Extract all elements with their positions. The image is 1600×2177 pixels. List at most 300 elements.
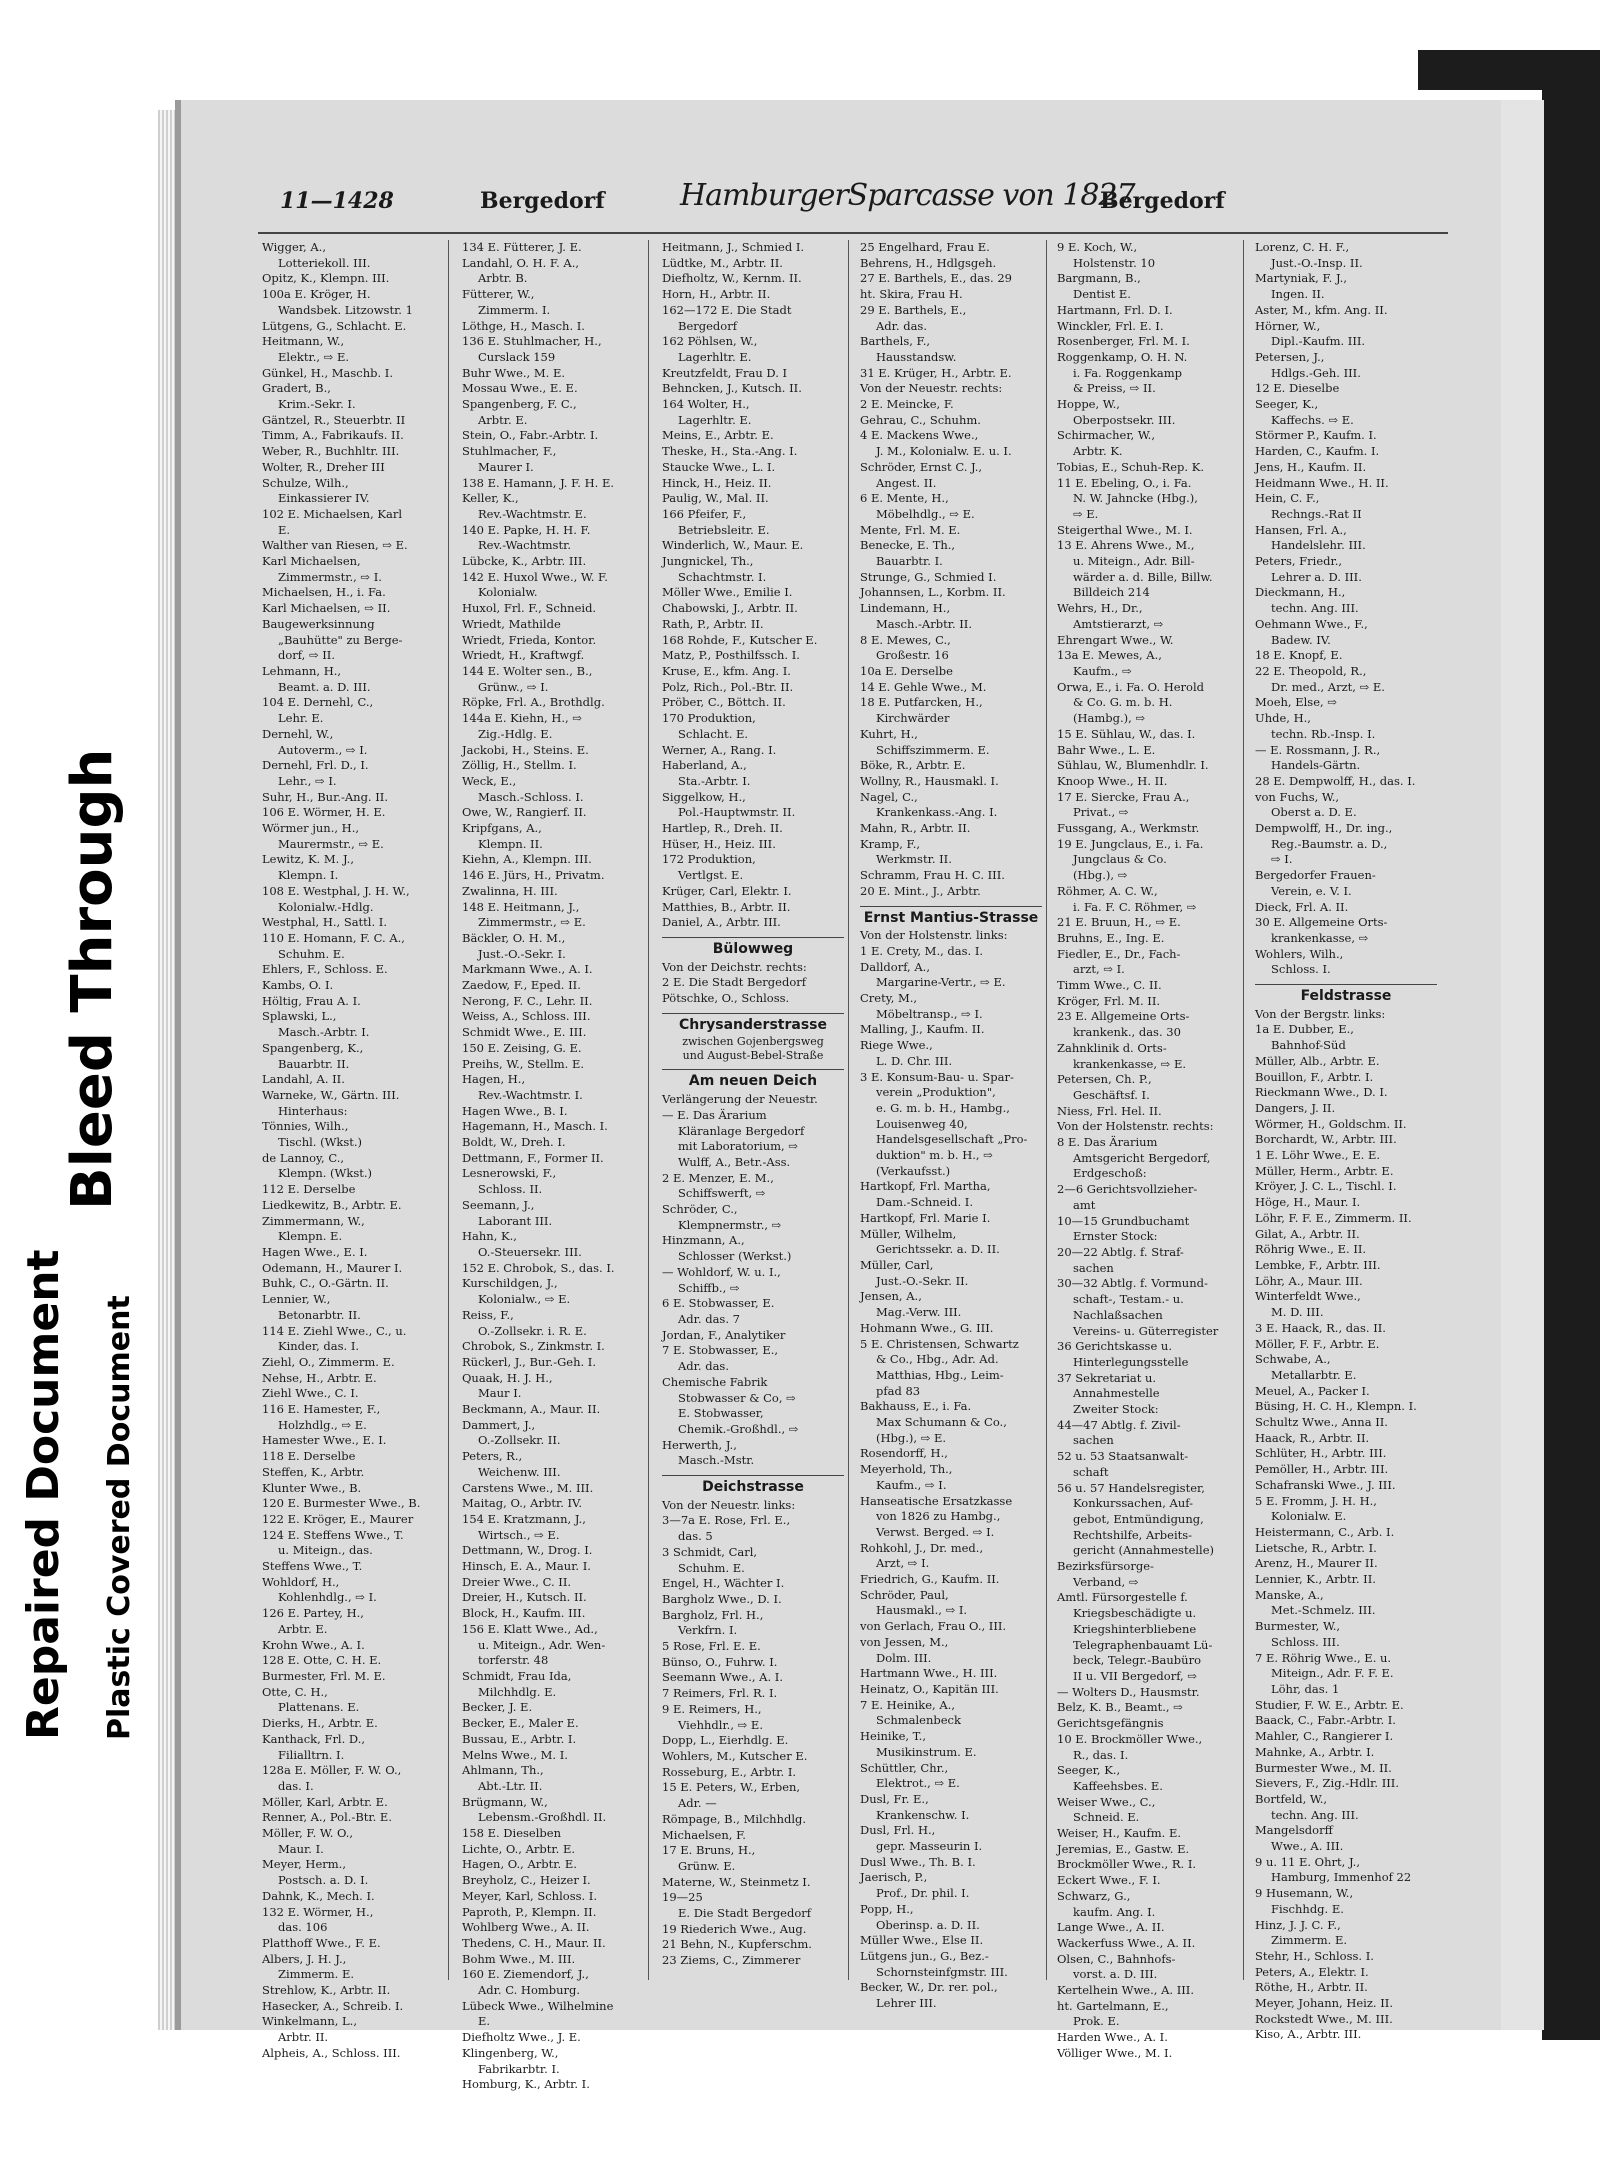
directory-entry: E. Die Stadt Bergedorf	[678, 1906, 812, 1921]
directory-entry: Hinck, H., Heiz. II.	[662, 475, 772, 490]
directory-entry: Kinder, das. I.	[278, 1339, 360, 1354]
directory-entry: Völliger Wwe., M. I.	[1057, 2045, 1173, 2060]
directory-entry: Karl Michaelsen, ⇨ II.	[262, 601, 391, 616]
directory-entry: Siggelkow, H.,	[662, 789, 746, 804]
directory-entry: Eckert Wwe., F. I.	[1057, 1873, 1161, 1888]
directory-entry: Elektr., ⇨ E.	[278, 349, 350, 364]
directory-entry: Jensen, A.,	[860, 1289, 922, 1304]
directory-entry: Strunge, G., Schmied I.	[860, 569, 997, 584]
directory-entry: & Co. G. m. b. H.	[1073, 695, 1173, 710]
directory-entry: Hagen, H.,	[462, 1072, 526, 1087]
directory-entry: kaufm. Ang. I.	[1073, 1904, 1156, 1919]
directory-columns	[262, 240, 1452, 2092]
directory-entry: Roggenkamp, O. H. N.	[1057, 349, 1188, 364]
directory-entry: Bargholz Wwe., D. I.	[662, 1591, 782, 1606]
left-running-title: Bergedorf	[480, 188, 605, 214]
directory-entry: „Bauhütte" zu Berge-	[278, 632, 403, 647]
directory-entry: Möbelhdlg., ⇨ E.	[876, 506, 975, 521]
directory-entry: Röhrig Wwe., E. II.	[1255, 1242, 1367, 1257]
directory-entry: Pol.-Hauptwmstr. II.	[678, 805, 796, 820]
directory-entry: Mahler, C., Rangierer I.	[1255, 1729, 1394, 1744]
directory-entry: 17 E. Siercke, Frau A.,	[1057, 789, 1190, 804]
directory-entry: Timm Wwe., C. II.	[1057, 978, 1162, 993]
directory-entry: Engel, H., Wächter I.	[662, 1576, 785, 1591]
directory-entry: ht. Skira, Frau H.	[860, 287, 963, 302]
directory-entry: Löhr, das. 1	[1271, 1681, 1340, 1696]
directory-entry: Kröyer, J. C. L., Tischl. I.	[1255, 1179, 1397, 1194]
directory-entry: Dentist E.	[1073, 287, 1131, 302]
directory-entry: Oberinsp. a. D. II.	[876, 1917, 980, 1932]
directory-entry: Studier, F. W. E., Arbtr. E.	[1255, 1697, 1404, 1712]
directory-entry: krankenk., das. 30	[1073, 1025, 1181, 1040]
directory-entry: Petersen, J.,	[1255, 349, 1325, 364]
directory-entry: von Fuchs, W.,	[1255, 789, 1340, 804]
directory-entry: Dammert, J.,	[462, 1417, 536, 1432]
directory-entry: Nachlaßsachen	[1073, 1307, 1163, 1322]
directory-entry: Dernehl, Frl. D., I.	[262, 758, 369, 773]
directory-entry: 106 E. Wörmer, H. E.	[262, 805, 386, 820]
directory-entry: Baack, C., Fabr.-Arbtr. I.	[1255, 1713, 1396, 1728]
directory-entry: Schirmacher, W.,	[1057, 428, 1155, 443]
directory-entry: Krüger, Carl, Elektr. I.	[662, 883, 792, 898]
directory-entry: 11 E. Ebeling, O., i. Fa.	[1057, 475, 1192, 490]
directory-entry: Handels-Gärtn.	[1271, 758, 1361, 773]
directory-entry: 29 E. Barthels, E.,	[860, 302, 967, 317]
directory-entry: Lüdtke, M., Arbtr. II.	[662, 255, 783, 270]
directory-entry: Curslack 159	[478, 349, 556, 364]
directory-entry: Tönnies, Wilh.,	[262, 1119, 349, 1134]
directory-entry: 20—22 Abtlg. f. Straf-	[1057, 1245, 1184, 1259]
directory-entry: Tobias, E., Schuh-Rep. K.	[1057, 459, 1204, 474]
directory-entry: Schröder, Ernst C. J.,	[860, 459, 983, 474]
directory-entry: Arbtr. E.	[478, 412, 528, 427]
directory-entry: Kripfgans, A.,	[462, 821, 542, 836]
directory-entry: Miteign., Adr. F. F. E.	[1271, 1666, 1394, 1681]
directory-entry: Winderlich, W., Maur. E.	[662, 538, 804, 553]
directory-entry: Klempn. E.	[278, 1229, 343, 1244]
directory-entry: Schmidt, Frau Ida,	[462, 1668, 572, 1683]
directory-entry: 9 Husemann, W.,	[1255, 1886, 1354, 1901]
directory-entry: Schwabe, A.,	[1255, 1352, 1331, 1367]
directory-entry: Carstens Wwe., M. III.	[462, 1480, 594, 1495]
directory-entry: Lehr., ⇨ I.	[278, 773, 337, 788]
directory-entry: Wohlers, M., Kutscher E.	[662, 1748, 808, 1763]
directory-entry: Milchhdlg. E.	[478, 1684, 557, 1699]
directory-entry: 3 Schmidt, Carl,	[662, 1544, 758, 1559]
directory-entry: 132 E. Wörmer, H.,	[262, 1904, 374, 1919]
directory-entry: Martyniak, F. J.,	[1255, 271, 1347, 286]
street-subheading: zwischen Gojenbergsweg	[682, 1035, 824, 1049]
directory-entry: Lagerhltr. E.	[678, 349, 752, 364]
directory-entry: Diefholtz Wwe., J. E.	[462, 2030, 581, 2045]
directory-entry: Winterfeldt Wwe.,	[1255, 1289, 1361, 1304]
directory-entry: Möller, Karl, Arbtr. E.	[262, 1794, 388, 1809]
directory-entry: Winkelmann, L.,	[262, 2014, 357, 2029]
directory-entry: 124 E. Steffens Wwe., T.	[262, 1527, 404, 1542]
directory-entry: Fischhdg. E.	[1271, 1901, 1344, 1916]
directory-entry: Aster, M., kfm. Ang. II.	[1255, 302, 1388, 317]
directory-entry: Baugewerksinnung	[262, 616, 375, 631]
directory-entry: O.-Steuersekr. III.	[478, 1245, 582, 1259]
directory-entry: Schröder, C.,	[662, 1202, 738, 1217]
directory-entry: Musikinstrum. E.	[876, 1744, 977, 1759]
directory-entry: Landahl, A. II.	[262, 1072, 345, 1087]
directory-entry: das. I.	[278, 1778, 314, 1793]
directory-entry: Meins, E., Arbtr. E.	[662, 428, 774, 443]
directory-entry: Von der Neuestr. links:	[662, 1497, 796, 1512]
directory-entry: 22 E. Theopold, R.,	[1255, 663, 1367, 678]
directory-entry: Arbtr. B.	[478, 271, 528, 286]
directory-entry: Steffen, K., Arbtr.	[262, 1464, 365, 1479]
directory-entry: Meuel, A., Packer I.	[1255, 1383, 1370, 1398]
directory-entry: 8 E. Mewes, C.,	[860, 632, 951, 647]
directory-entry: Kaffeehsbes. E.	[1073, 1778, 1163, 1793]
directory-entry: Pemöller, H., Arbtr. III.	[1255, 1462, 1389, 1477]
directory-entry: Becker, E., Maler E.	[462, 1716, 579, 1731]
directory-entry: Böke, R., Arbtr. E.	[860, 758, 966, 773]
header-rule	[258, 232, 1448, 234]
directory-entry: Angest. II.	[876, 475, 937, 490]
directory-entry: Verwst. Berged. ⇨ I.	[876, 1524, 995, 1539]
directory-entry: Lehr. E.	[278, 711, 324, 726]
directory-entry: Thedens, C. H., Maur. II.	[462, 1935, 606, 1950]
directory-entry: Crety, M.,	[860, 991, 918, 1006]
directory-entry: Masch.-Arbtr. I.	[278, 1025, 370, 1040]
directory-entry: 10—15 Grundbuchamt	[1057, 1213, 1190, 1228]
directory-entry: Amtsgericht Bergedorf,	[1073, 1150, 1211, 1165]
directory-entry: techn. Ang. III.	[1271, 601, 1359, 616]
directory-entry: 110 E. Homann, F. C. A.,	[262, 930, 405, 945]
directory-entry: Niess, Frl. Hel. II.	[1057, 1103, 1162, 1118]
directory-entry: Hörner, W.,	[1255, 318, 1321, 333]
directory-entry: Block, H., Kaufm. III.	[462, 1606, 586, 1621]
directory-entry: Schüttler, Chr.,	[860, 1760, 949, 1775]
directory-entry: Klempn. I.	[278, 868, 339, 883]
directory-entry: Lesnerowski, F.,	[462, 1166, 557, 1181]
directory-entry: Heinatz, O., Kapitän III.	[860, 1681, 999, 1696]
directory-entry: Beamt. a. D. III.	[278, 679, 371, 694]
directory-entry: Moeh, Else, ⇨	[1255, 695, 1337, 710]
directory-entry: gepr. Masseurin I.	[876, 1839, 983, 1854]
directory-entry: 172 Produktion,	[662, 852, 756, 867]
directory-entry: 28 E. Dempwolff, H., das. I.	[1255, 773, 1416, 788]
directory-entry: Schmalenbeck	[876, 1713, 961, 1728]
directory-entry: Schiffb., ⇨	[678, 1280, 740, 1295]
directory-entry: Rechtshilfe, Arbeits-	[1073, 1527, 1193, 1542]
directory-entry: 36 Gerichtskasse u.	[1057, 1339, 1172, 1354]
directory-entry: Matz, P., Posthilfssch. I.	[662, 648, 800, 663]
directory-entry: Badew. IV.	[1271, 632, 1331, 647]
directory-entry: Meyer, Karl, Schloss. I.	[462, 1888, 598, 1903]
directory-entry: 140 E. Papke, H. H. F.	[462, 522, 591, 537]
directory-entry: Handelsgesellschaft „Pro-	[876, 1132, 1028, 1147]
directory-entry: Telegraphenbauamt Lü-	[1073, 1637, 1213, 1652]
directory-entry: 2 E. Menzer, E. M.,	[662, 1170, 774, 1185]
directory-entry: Rockstedt Wwe., M. III.	[1255, 2011, 1393, 2026]
directory-entry: Dalldorf, A.,	[860, 959, 930, 974]
directory-entry: schaft	[1073, 1464, 1109, 1479]
directory-entry: Jungnickel, Th.,	[662, 554, 754, 569]
column-3	[662, 240, 849, 1980]
directory-entry: Schlüter, H., Arbtr. III.	[1255, 1446, 1387, 1461]
directory-entry: Viehhdlr., ⇨ E.	[678, 1717, 763, 1732]
directory-entry: Adr. C. Homburg.	[478, 1983, 581, 1998]
directory-entry: 120 E. Burmester Wwe., B.	[262, 1496, 421, 1511]
directory-entry: Plattenans. E.	[278, 1700, 360, 1715]
directory-entry: u. Miteign., Adr. Wen-	[478, 1637, 606, 1652]
directory-entry: Zig.-Hdlg. E.	[478, 726, 553, 741]
directory-entry: Schiffszimmerm. E.	[876, 742, 990, 757]
directory-entry: Horn, H., Arbtr. II.	[662, 287, 771, 302]
directory-entry: Müller, Wilhelm,	[860, 1226, 957, 1241]
directory-entry: Bahr Wwe., L. E.	[1057, 742, 1156, 757]
directory-entry: ⇨ I.	[1271, 852, 1293, 867]
directory-entry: L. D. Chr. III.	[876, 1053, 953, 1068]
directory-entry: Laborant III.	[478, 1213, 553, 1228]
directory-entry: Mente, Frl. M. E.	[860, 522, 961, 537]
directory-entry: Betriebsleitr. E.	[678, 522, 770, 537]
directory-entry: Jeremias, E., Gastw. E.	[1057, 1841, 1190, 1856]
directory-entry: Hasecker, A., Schreib. I.	[262, 1998, 404, 2013]
directory-entry: Krohn Wwe., A. I.	[262, 1637, 365, 1652]
directory-entry: Lembke, F., Arbtr. III.	[1255, 1258, 1381, 1272]
directory-entry: Gerichtsgefängnis	[1057, 1716, 1164, 1731]
directory-entry: — E. Das Ärarium	[662, 1107, 767, 1122]
directory-entry: Bergedorf	[678, 318, 737, 333]
directory-entry: Schloss. I.	[1271, 962, 1331, 977]
directory-entry: Borchardt, W., Arbtr. III.	[1255, 1132, 1397, 1147]
directory-entry: Röthe, H., Arbtr. II.	[1255, 1980, 1368, 1995]
directory-entry: Buhk, C., O.-Gärtn. II.	[262, 1276, 389, 1291]
directory-entry: Dusl, Frl. H.,	[860, 1823, 936, 1838]
directory-entry: Stuhlmacher, F.,	[462, 444, 557, 459]
directory-entry: Dreier, H., Kutsch. II.	[462, 1590, 587, 1605]
directory-entry: Masch.-Mstr.	[678, 1453, 755, 1468]
directory-entry: Wohlers, Wilh.,	[1255, 946, 1344, 961]
directory-entry: Lennier, W.,	[262, 1292, 331, 1307]
directory-entry: u. Miteign., Adr. Bill-	[1073, 554, 1195, 569]
directory-entry: techn. Ang. III.	[1271, 1807, 1359, 1822]
directory-entry: — Wolters D., Hausmstr.	[1057, 1684, 1200, 1699]
directory-entry: Dopp, L., Eierhdlg. E.	[662, 1733, 789, 1748]
directory-entry: 19—25	[662, 1890, 703, 1905]
right-running-title: Bergedorf	[1100, 188, 1225, 214]
directory-entry: schaft-, Testam.- u.	[1073, 1292, 1184, 1307]
directory-entry: Manske, A.,	[1255, 1587, 1324, 1602]
directory-entry: Hausstandsw.	[876, 349, 957, 364]
directory-entry: Albers, J. H. J.,	[262, 1951, 347, 1966]
directory-entry: Mahnke, A., Arbtr. I.	[1255, 1744, 1375, 1759]
directory-entry: Timm, A., Fabrikaufs. II.	[262, 428, 404, 443]
directory-entry: Günkel, H., Maschb. I.	[262, 365, 394, 380]
street-heading: Feldstrasse	[1255, 984, 1437, 1005]
directory-entry: Adr. —	[678, 1796, 717, 1811]
directory-entry: Römpage, B., Milchhdlg.	[662, 1811, 807, 1826]
directory-entry: Wriedt, Mathilde	[462, 616, 561, 631]
directory-entry: Landahl, O. H. F. A.,	[462, 255, 580, 270]
directory-entry: Dernehl, W.,	[262, 726, 334, 741]
directory-entry: Metallarbtr. E.	[1271, 1367, 1357, 1382]
directory-entry: Elektrot., ⇨ E.	[876, 1776, 960, 1791]
directory-entry: 5 E. Christensen, Schwartz	[860, 1336, 1019, 1351]
directory-entry: Meyerhold, Th.,	[860, 1462, 953, 1477]
directory-entry: Masch.-Schloss. I.	[478, 789, 584, 804]
directory-entry: Vertlgst. E.	[678, 868, 744, 883]
street-heading: Am neuen Deich	[662, 1069, 844, 1090]
directory-entry: 118 E. Derselbe	[262, 1449, 356, 1464]
directory-entry: O.-Zollsekr. i. R. E.	[478, 1323, 587, 1338]
directory-entry: Jens, H., Kaufm. II.	[1255, 459, 1367, 474]
directory-entry: Schornsteinfgmstr. III.	[876, 1964, 1008, 1979]
directory-entry: Kreutzfeldt, Frau D. I	[662, 365, 788, 380]
directory-entry: Opitz, K., Klempn. III.	[262, 271, 390, 286]
directory-entry: Störmer P., Kaufm. I.	[1255, 428, 1377, 443]
directory-entry: Lichte, O., Arbtr. E.	[462, 1841, 576, 1856]
directory-entry: Markmann Wwe., A. I.	[462, 962, 593, 977]
directory-entry: torferstr. 48	[478, 1653, 549, 1668]
directory-entry: Brockmöller Wwe., R. I.	[1057, 1857, 1197, 1872]
directory-entry: Kirchwärder	[876, 711, 950, 726]
directory-entry: 2 E. Die Stadt Bergedorf	[662, 975, 806, 990]
street-heading: Deichstrasse	[662, 1475, 844, 1496]
directory-entry: Fabrikarbtr. I.	[478, 2061, 560, 2076]
directory-entry: Rückerl, J., Bur.-Geh. I.	[462, 1354, 596, 1369]
directory-entry: 6 E. Mente, H.,	[860, 491, 949, 506]
directory-entry: Warneke, W., Gärtn. III.	[262, 1087, 400, 1102]
directory-entry: Schuhm. E.	[678, 1560, 745, 1575]
directory-entry: Kolonialw. E.	[1271, 1509, 1347, 1524]
directory-entry: u. Miteign., das.	[278, 1543, 373, 1558]
directory-entry: i. Fa. Roggenkamp	[1073, 365, 1182, 380]
directory-entry: 158 E. Dieselben	[462, 1826, 561, 1841]
directory-entry: 170 Produktion,	[662, 711, 756, 726]
directory-entry: Zimmermann, W.,	[262, 1213, 365, 1228]
directory-entry: 15 E. Sühlau, W., das. I.	[1057, 726, 1196, 741]
directory-entry: Gehrau, C., Schuhm.	[860, 412, 981, 427]
directory-entry: 30 E. Allgemeine Orts-	[1255, 915, 1388, 930]
directory-entry: Meyer, Johann, Heiz. II.	[1255, 1996, 1393, 2011]
directory-entry: Lübeck Wwe., Wilhelmine	[462, 1998, 614, 2013]
directory-entry: Lütgens jun., G., Bez.-	[860, 1948, 989, 1963]
directory-entry: 5 Rose, Frl. E. E.	[662, 1639, 761, 1654]
directory-entry: 2 E. Meincke, F.	[860, 397, 954, 412]
directory-entry: Just.-O.-Sekr. II.	[876, 1273, 969, 1288]
directory-entry: Heistermann, C., Arb. I.	[1255, 1524, 1395, 1539]
directory-entry: 3—7a E. Rose, Frl. E.,	[662, 1513, 791, 1528]
directory-entry: Ziehl, O., Zimmerm. E.	[262, 1354, 395, 1369]
directory-entry: Möller, F. F., Arbtr. E.	[1255, 1336, 1380, 1351]
directory-entry: Werkmstr. II.	[876, 852, 952, 867]
directory-entry: 23 E. Allgemeine Orts-	[1057, 1009, 1190, 1024]
directory-entry: Benecke, E. Th.,	[860, 538, 956, 553]
directory-entry: Wigger, A.,	[262, 240, 326, 254]
directory-entry: Rev.-Wachtmstr.	[478, 538, 571, 553]
directory-entry: Knoop Wwe., H. II.	[1057, 773, 1168, 788]
directory-entry: Schulze, Wilh.,	[262, 475, 349, 490]
directory-entry: Kaffechs. ⇨ E.	[1271, 412, 1354, 427]
directory-entry: Lorenz, C. H. F.,	[1255, 240, 1350, 254]
directory-entry: Homburg, K., Arbtr. I.	[462, 2077, 590, 2092]
directory-entry: 37 Sekretariat u.	[1057, 1370, 1157, 1385]
directory-entry: Hagen, O., Arbtr. E.	[462, 1857, 577, 1872]
directory-entry: Filialltrn. I.	[278, 1747, 345, 1762]
directory-entry: Maur. I.	[278, 1841, 324, 1856]
directory-entry: Tischl. (Wkst.)	[278, 1135, 363, 1150]
directory-entry: Höge, H., Maur. I.	[1255, 1195, 1361, 1210]
directory-entry: Dusl, Fr. E.,	[860, 1791, 929, 1806]
directory-entry: Harden Wwe., A. I.	[1057, 2030, 1168, 2045]
directory-entry: Lagerhltr. E.	[678, 412, 752, 427]
directory-entry: Jordan, F., Analytiker	[662, 1327, 786, 1342]
directory-entry: Orwa, E., i. Fa. O. Herold	[1057, 679, 1205, 694]
directory-entry: Michaelsen, H., i. Fa.	[262, 585, 386, 600]
directory-entry: sachen	[1073, 1260, 1114, 1275]
directory-entry: Kiehn, A., Klempn. III.	[462, 852, 592, 867]
directory-entry: 18 E. Putfarcken, H.,	[860, 695, 983, 710]
directory-entry: 138 E. Hamann, J. F. H. E.	[462, 475, 614, 490]
directory-entry: Gäntzel, R., Steuerbtr. II	[262, 412, 406, 427]
directory-entry: Alpheis, A., Schloss. III.	[262, 2045, 401, 2060]
directory-entry: Melns Wwe., M. I.	[462, 1747, 568, 1762]
directory-entry: Arenz, H., Maurer II.	[1255, 1556, 1378, 1571]
directory-entry: Steigerthal Wwe., M. I.	[1057, 522, 1193, 537]
directory-entry: Kohlenhdlg., ⇨ I.	[278, 1590, 377, 1605]
directory-entry: Heitmann, W.,	[262, 334, 345, 349]
directory-entry: Heitmann, J., Schmied I.	[662, 240, 805, 254]
directory-entry: Hinsch, E. A., Maur. I.	[462, 1559, 591, 1574]
directory-entry: Hartmann Wwe., H. III.	[860, 1666, 998, 1681]
directory-entry: Röpke, Frl. A., Brothdlg.	[462, 695, 605, 710]
directory-entry: Von der Deichstr. rechts:	[662, 959, 807, 974]
directory-entry: E. Stobwasser,	[678, 1406, 764, 1421]
directory-entry: Friedrich, G., Kaufm. II.	[860, 1572, 1000, 1587]
directory-entry: 21 E. Bruun, H., ⇨ E.	[1057, 915, 1181, 930]
directory-entry: & Preiss, ⇨ II.	[1073, 381, 1156, 396]
directory-entry: 116 E. Hamester, F.,	[262, 1402, 381, 1417]
directory-entry: Dahnk, K., Mech. I.	[262, 1888, 375, 1903]
directory-entry: Werner, A., Rang. I.	[662, 742, 777, 757]
directory-entry: Bortfeld, W.,	[1255, 1791, 1328, 1806]
directory-entry: techn. Rb.-Insp. I.	[1271, 726, 1376, 741]
directory-entry: Zöllig, H., Stellm. I.	[462, 758, 577, 773]
directory-entry: Holstenstr. 10	[1073, 255, 1156, 270]
directory-entry: 144a E. Kiehn, H., ⇨	[462, 711, 582, 726]
street-subheading: und August-Bebel-Straße	[682, 1049, 824, 1063]
directory-entry: Schwarz, G.,	[1057, 1888, 1131, 1903]
directory-entry: Weiser Wwe., C.,	[1057, 1794, 1156, 1809]
directory-entry: Malling, J., Kaufm. II.	[860, 1022, 985, 1037]
scan-dark-edge	[1542, 50, 1600, 2040]
directory-entry: Otte, C. H.,	[262, 1684, 328, 1699]
directory-entry: Müller, Alb., Arbtr. E.	[1255, 1053, 1380, 1068]
directory-entry: Walther van Riesen, ⇨ E.	[262, 538, 408, 553]
directory-entry: Strehlow, K., Arbtr. II.	[262, 1983, 391, 1998]
directory-entry: 25 Engelhard, Frau E.	[860, 240, 990, 254]
directory-entry: Burmester Wwe., M. II.	[1255, 1760, 1392, 1775]
directory-entry: Nagel, C.,	[860, 789, 918, 804]
directory-entry: Rosendorff, H.,	[860, 1446, 948, 1461]
directory-entry: Prok. E.	[1073, 2014, 1120, 2029]
directory-entry: Kruse, E., kfm. Ang. I.	[662, 663, 791, 678]
directory-entry: Höltig, Frau A. I.	[262, 993, 361, 1008]
directory-entry: Ehrengart Wwe., W.	[1057, 632, 1174, 647]
directory-entry: Johannsen, L., Korbm. II.	[860, 585, 1006, 600]
directory-entry: Matthies, B., Arbtr. II.	[662, 899, 791, 914]
directory-entry: Lehmann, H.,	[262, 663, 342, 678]
directory-entry: Lennier, K., Arbtr. II.	[1255, 1572, 1376, 1587]
directory-entry: 9 u. 11 E. Ohrt, J.,	[1255, 1854, 1360, 1869]
directory-entry: 160 E. Ziemendorf, J.,	[462, 1967, 589, 1982]
